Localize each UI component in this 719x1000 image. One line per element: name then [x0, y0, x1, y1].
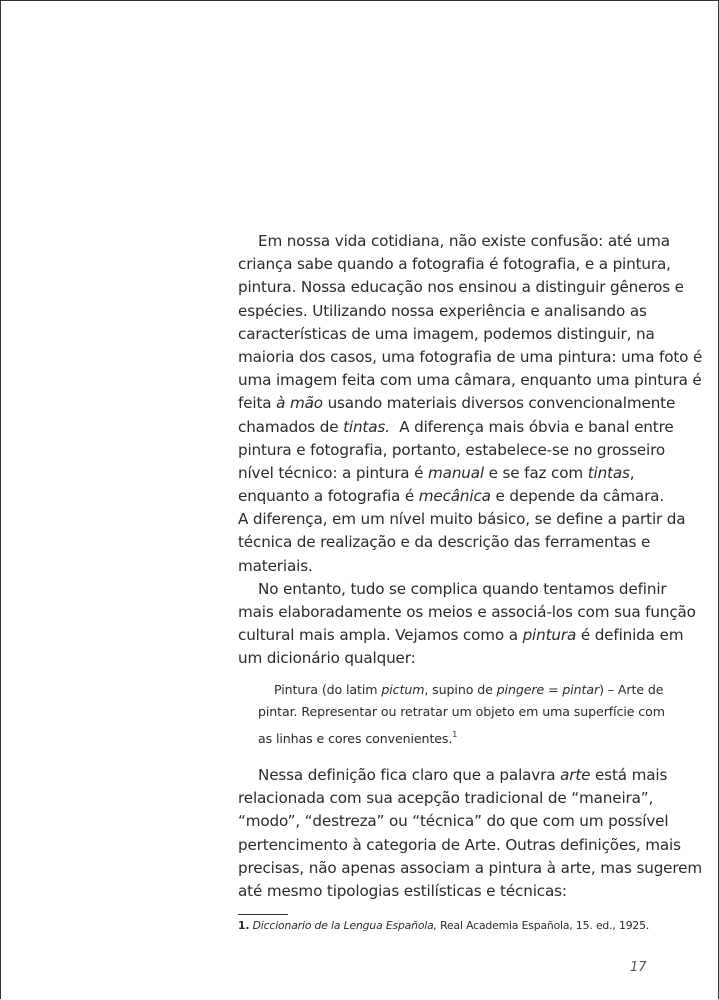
text-line: pintura e fotografia, portanto, estabelece-se no grosseiro: [238, 440, 665, 459]
emphasis: pictum: [381, 682, 425, 697]
main-text-block-2: [238, 764, 702, 903]
text-line: materiais.: [238, 556, 313, 575]
text-line: A diferença, em um nível muito básico, se define a partir da: [238, 510, 686, 529]
quote-line: Pintura (do latim pictum, supino de pingere = pintar) – Arte de: [274, 682, 664, 697]
text-line: chamados de tintas. A diferença mais óbvia e banal entre: [238, 417, 674, 436]
main-text-block: [238, 230, 703, 671]
text-line: pertencimento à categoria de Arte. Outras definições, mais: [238, 835, 681, 854]
text-line: No entanto, tudo se complica quando tentamos definir: [258, 579, 667, 598]
text-line: uma imagem feita com uma câmara, enquanto uma pintura é: [238, 371, 702, 390]
emphasis: manual: [428, 463, 484, 482]
footnote-number: 1.: [238, 919, 250, 932]
text-line: “modo”, “destreza” ou “técnica” do que com um possível: [238, 812, 669, 831]
emphasis: pingere = pintar: [496, 682, 600, 697]
text-line: maioria dos casos, uma fotografia de uma pintura: uma foto é: [238, 347, 703, 366]
text-line: pintura. Nossa educação nos ensinou a distinguir gêneros e: [238, 278, 684, 297]
text-line: enquanto a fotografia é mecânica e depende da câmara.: [238, 487, 665, 506]
text-line: cultural mais ampla. Vejamos como a pintura é definida em: [238, 626, 684, 645]
footnote-title: Diccionario de la Lengua Española,: [252, 919, 437, 932]
text-line: mais elaboradamente os meios e associá-los com sua função: [238, 603, 696, 621]
quote-line: as linhas e cores convenientes.$^1$: [258, 729, 458, 746]
emphasis: mecânica: [418, 487, 491, 506]
emphasis: tintas.: [343, 417, 390, 436]
text-line: feita à mão usando materiais diversos convencionalmente: [238, 394, 676, 413]
block-quote: [258, 679, 668, 746]
footnote-rest: Real Academia Española, 15. ed., 1925.: [436, 919, 650, 932]
quote-line: pintar. Representar ou retratar um objeto em uma superfície com: [258, 704, 665, 720]
emphasis: à mão: [276, 394, 323, 413]
footnote: [238, 919, 649, 932]
text-line: um dicionário qualquer:: [238, 649, 416, 668]
text-line: até mesmo tipologias estilísticas e técnicas:: [238, 881, 567, 900]
text-line: espécies. Utilizando nossa experiência e analisando as: [238, 301, 647, 320]
page-number: 17: [630, 960, 647, 975]
text-line: nível técnico: a pintura é manual e se faz com tintas,: [238, 463, 635, 482]
emphasis: tintas: [587, 463, 630, 482]
text-line: relacionada com sua acepção tradicional de “maneira”,: [238, 789, 654, 808]
text-line: Nessa definição fica claro que a palavra arte está mais: [258, 766, 668, 784]
text-line: criança sabe quando a fotografia é fotografia, e a pintura,: [238, 255, 671, 274]
emphasis: pintura: [522, 626, 577, 645]
text-line: técnica de realização e da descrição das ferramentas e: [238, 533, 651, 552]
emphasis: arte: [560, 766, 591, 784]
footnote-reference[interactable]: 1: [452, 729, 458, 739]
text-line: características de uma imagem, podemos distinguir, na: [238, 324, 655, 343]
footnote-divider: [238, 914, 288, 915]
text-line: precisas, não apenas associam a pintura à arte, mas sugerem: [238, 858, 702, 877]
text-line: Em nossa vida cotidiana, não existe confusão: até uma: [258, 232, 670, 250]
